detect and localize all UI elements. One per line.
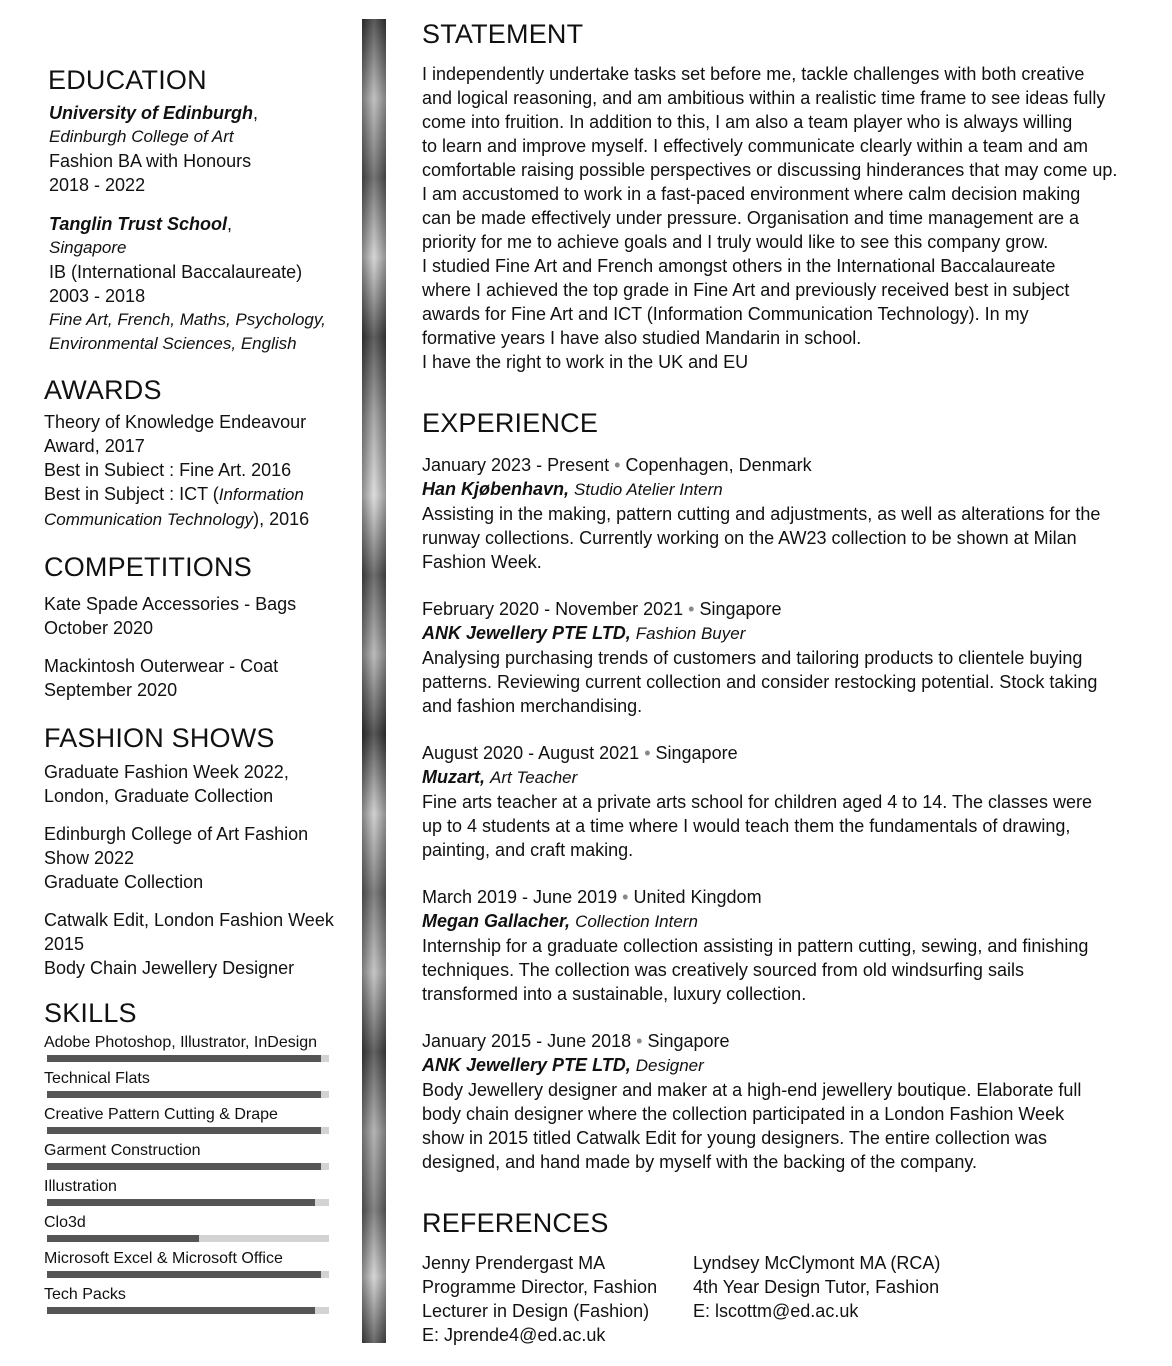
years: 2018 - 2022	[49, 175, 146, 195]
fashion-show-entry: Graduate Fashion Week 2022, London, Graduate Collection	[44, 762, 289, 806]
skill-bar-fill	[47, 1163, 321, 1170]
award-line: Best in Subject : ICT (Information	[44, 484, 304, 504]
experience-dates: August 2020 - August 2021 • Singapore	[422, 743, 738, 763]
experience-entry: August 2020 - August 2021 • Singapore Muzart, Art Teacher Fine arts teacher at a private arts school for children aged 4 to 14. The classes were up to 4 students at a time where I would teach them the fundamentals of drawing, painting, and craft making.	[422, 741, 1132, 862]
reference-name: Lyndsey McClymont MA (RCA)	[693, 1253, 941, 1273]
experience-dates: February 2020 - November 2021 • Singapore	[422, 599, 782, 619]
skill-label: Tech Packs	[44, 1286, 126, 1303]
experience-title: Han Kjøbenhavn, Studio Atelier Intern	[422, 479, 723, 499]
education-heading: EDUCATION	[48, 65, 207, 95]
competitions-heading: COMPETITIONS	[44, 552, 252, 582]
years: 2003 - 2018	[49, 286, 146, 306]
skill-bar-fill	[47, 1235, 199, 1242]
reference-entry: Lyndsey McClymont MA (RCA) 4th Year Design Tutor, Fashion E: lscottm@ed.ac.uk	[693, 1251, 993, 1323]
competition-entry: Kate Spade Accessories - Bags October 2020	[44, 594, 297, 638]
reference-email: E: lscottm@ed.ac.uk	[693, 1301, 859, 1321]
references-heading: REFERENCES	[422, 1208, 609, 1238]
skill-label: Clo3d	[44, 1214, 86, 1231]
experience-entry: January 2015 - June 2018 • Singapore ANK Jewellery PTE LTD, Designer Body Jewellery designer and maker at a high-end jewellery boutique. Elaborate full body chain designer where the collection participated in a London Fashion Week show in 2015 titled Catwalk Edit for young designers. The entire collection was designed, and hand made by myself with the backing of the company.	[422, 1029, 1132, 1174]
awards-list	[44, 410, 344, 532]
skill-bar	[47, 1091, 329, 1098]
experience-title: Muzart, Art Teacher	[422, 767, 578, 787]
skill-label: Illustration	[44, 1178, 117, 1195]
skill-bar	[47, 1271, 329, 1278]
fashion-shows-heading: FASHION SHOWS	[44, 723, 275, 753]
skill-bar-fill	[47, 1091, 321, 1098]
skills-heading: SKILLS	[44, 998, 137, 1028]
skill-bar	[47, 1055, 329, 1062]
experience-heading: EXPERIENCE	[422, 408, 599, 438]
skill-label: Technical Flats	[44, 1070, 150, 1087]
fashion-show-entry: Catwalk Edit, London Fashion Week 2015 Body Chain Jewellery Designer	[44, 910, 334, 978]
degree: Fashion BA with Honours	[49, 151, 252, 171]
experience-entry: January 2023 - Present • Copenhagen, Denmark Han Kjøbenhavn, Studio Atelier Intern Assisting in the making, pattern cutting and adjustments, as well as alterations for the runway collections. Currently working on the AW23 collection to be shown at Milan Fashion Week.	[422, 453, 1132, 574]
experience-title: Megan Gallacher, Collection Intern	[422, 911, 698, 931]
experience-title: ANK Jewellery PTE LTD, Fashion Buyer	[422, 623, 746, 643]
skill-bar	[47, 1235, 329, 1242]
school-name: University of Edinburgh	[49, 103, 254, 123]
experience-title: ANK Jewellery PTE LTD, Designer	[422, 1055, 704, 1075]
education-entry: Tanglin Trust School, Singapore IB (International Baccalaureate) 2003 - 2018 Fine Art, French, Maths, Psychology, Environmental Sciences, English	[49, 212, 349, 356]
experience-entry: March 2019 - June 2019 • United Kingdom Megan Gallacher, Collection Intern Internship for a graduate collection assisting in pattern cutting, sewing, and finishing techniques. The collection was creatively sourced from old windsurfing sails transformed into a sustainable, luxury collection.	[422, 885, 1132, 1006]
skill-bar	[47, 1199, 329, 1206]
award-line: Best in Subiect : Fine Art. 2016	[44, 460, 292, 480]
experience-dates: March 2019 - June 2019 • United Kingdom	[422, 887, 762, 907]
statement-heading: STATEMENT	[422, 19, 584, 49]
competition-entry: Mackintosh Outerwear - Coat September 2020	[44, 656, 279, 700]
skill-bar-fill	[47, 1307, 315, 1314]
reference-name: Jenny Prendergast MA	[422, 1253, 606, 1273]
award-line: Award, 2017	[44, 436, 145, 456]
skill-bar-fill	[47, 1055, 321, 1062]
skills-list	[44, 1033, 344, 1323]
award-line: Theory of Knowledge Endeavour	[44, 412, 307, 432]
skill-label: Creative Pattern Cutting & Drape	[44, 1106, 278, 1123]
skill-bar	[47, 1307, 329, 1314]
statement-text: I independently undertake tasks set before me, tackle challenges with both creative and logical reasoning, and am ambitious within a realistic time frame to see ideas fully come into fruition. In addition to this, I am also a team player who is always willing to learn and improve myself. I effectively communicate clearly within a team and am comfortable raising possible perspectives or discussing hinderances that may come up. I am accustomed to work in a fast-paced environment where calm decision making can be made effectively under pressure. Organisation and time management are a priority for me to achieve goals and I truly would like to see this company grow. I studied Fine Art and French amongst others in the International Baccalaureate where I achieved the top grade in Fine Art and previously received best in subject awards for Fine Art and ICT (Information Communication Technology). In my formative years I have also studied Mandarin in school. I have the right to work in the UK and EU	[422, 64, 1118, 372]
fashion-show-entry: Edinburgh College of Art Fashion Show 2022 Graduate Collection	[44, 824, 309, 892]
school-sub: Edinburgh College of Art	[49, 127, 234, 146]
skill-label: Adobe Photoshop, Illustrator, InDesign	[44, 1034, 318, 1051]
skill-bar	[47, 1163, 329, 1170]
skill-label: Garment Construction	[44, 1142, 201, 1159]
skill-bar-fill	[47, 1199, 315, 1206]
degree: IB (International Baccalaureate)	[49, 262, 303, 282]
education-entry: University of Edinburgh, Edinburgh College of Art Fashion BA with Honours 2018 - 2022	[49, 101, 349, 197]
skill-bar	[47, 1127, 329, 1134]
skill-bar-fill	[47, 1127, 321, 1134]
school-name: Tanglin Trust School	[49, 214, 228, 234]
skill-label: Microsoft Excel & Microsoft Office	[44, 1250, 283, 1267]
reference-email: E: Jprende4@ed.ac.uk	[422, 1325, 606, 1345]
awards-heading: AWARDS	[44, 375, 162, 405]
award-line: Communication Technology), 2016	[44, 509, 310, 529]
school-sub: Singapore	[49, 238, 127, 257]
decorative-photo-strip	[362, 19, 386, 1343]
subjects: Environmental Sciences, English	[49, 334, 297, 353]
experience-entry: February 2020 - November 2021 • Singapore ANK Jewellery PTE LTD, Fashion Buyer Analysing purchasing trends of customers and tailoring products to clientele buying patterns. Reviewing current collection and consider restocking potential. Stock taking and fashion merchandising.	[422, 597, 1132, 718]
experience-dates: January 2015 - June 2018 • Singapore	[422, 1031, 730, 1051]
reference-entry: Jenny Prendergast MA Programme Director, Fashion Lecturer in Design (Fashion) E: Jprende4@ed.ac.uk	[422, 1251, 692, 1347]
experience-dates: January 2023 - Present • Copenhagen, Denmark	[422, 455, 812, 475]
skill-bar-fill	[47, 1271, 321, 1278]
subjects: Fine Art, French, Maths, Psychology,	[49, 310, 326, 329]
